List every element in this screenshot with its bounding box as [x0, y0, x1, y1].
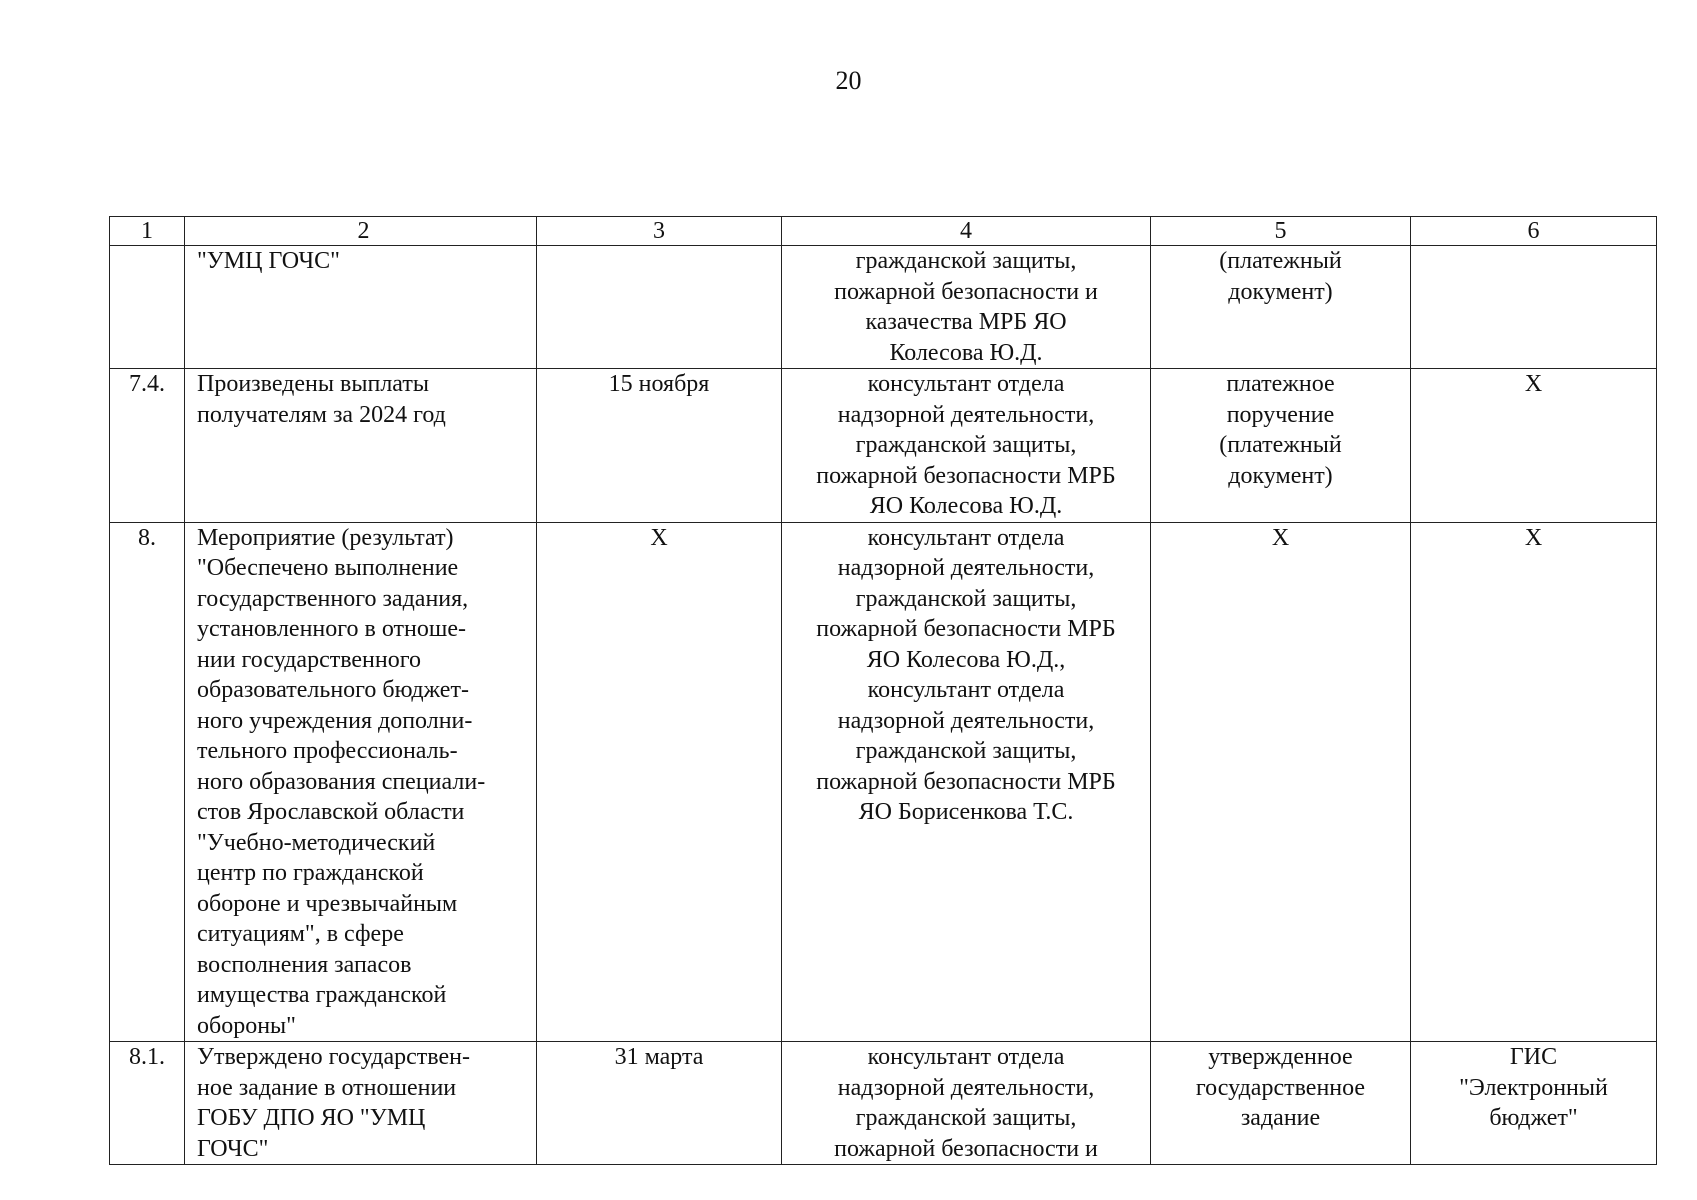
responsible-line: консультант отдела — [867, 524, 1065, 551]
responsible-line: ЯО Борисенкова Т.С. — [858, 799, 1074, 825]
document-line: (платежный — [1219, 432, 1342, 458]
responsible-line: консультант отдела — [867, 371, 1065, 397]
column-number-3: 3 — [537, 217, 782, 246]
responsible-cell — [782, 246, 1151, 369]
responsible-line: гражданской защиты, — [855, 585, 1077, 612]
table-row-7-4 — [110, 369, 1657, 523]
responsible-line: пожарной безопасности и — [834, 1135, 1098, 1162]
system-cell — [1411, 522, 1657, 1042]
responsible-cell — [782, 369, 1151, 523]
event-name-line: Утверждено государствен- — [197, 1044, 470, 1070]
event-name-line: установленного в отноше- — [197, 616, 466, 642]
system-cell — [1411, 246, 1657, 369]
event-name-line: ное задание в отношении — [197, 1074, 457, 1101]
document-line: платежное — [1226, 371, 1335, 397]
event-name-line: Мероприятие (результат) — [197, 524, 454, 551]
system-line: Х — [1524, 524, 1543, 551]
document-line: (платежный — [1219, 248, 1342, 274]
responsible-cell — [782, 1042, 1151, 1165]
event-name-line: ситуациям", в сфере — [197, 921, 404, 947]
event-name-line: центр по гражданской — [197, 860, 424, 886]
system-line: Х — [1524, 371, 1543, 397]
responsible-line: консультант отдела — [867, 1044, 1065, 1070]
row-number-cell: 7.4. — [110, 369, 185, 523]
row-number-cell: 8. — [110, 522, 185, 1042]
table-row-8 — [110, 522, 1657, 1042]
table-row-continuation — [110, 246, 1657, 369]
deadline-cell: 15 ноября — [537, 369, 782, 523]
responsible-line: пожарной безопасности МРБ — [816, 616, 1116, 642]
document-cell — [1151, 246, 1411, 369]
responsible-line: гражданской защиты, — [855, 248, 1077, 274]
event-name-line: получателям за 2024 год — [197, 401, 446, 428]
event-name-line: тельного профессиональ- — [197, 738, 458, 764]
column-number-row — [110, 217, 1657, 246]
system-line: ГИС — [1509, 1044, 1558, 1070]
document-line: документ) — [1228, 462, 1333, 489]
column-number-1: 1 — [110, 217, 185, 246]
column-number-5: 5 — [1151, 217, 1411, 246]
column-number-2: 2 — [185, 217, 537, 246]
responsible-line: надзорной деятельности, — [837, 555, 1095, 581]
responsible-line: пожарной безопасности МРБ — [816, 768, 1116, 795]
row-number-cell — [110, 246, 185, 369]
page-number: 20 — [835, 66, 862, 95]
event-name-line: ного образования специали- — [197, 768, 486, 795]
system-line: бюджет" — [1489, 1105, 1578, 1131]
document-line: Х — [1271, 524, 1290, 551]
responsible-line: гражданской защиты, — [855, 738, 1077, 764]
event-name-line: стов Ярославской области — [197, 799, 465, 825]
responsible-line: пожарной безопасности МРБ — [816, 462, 1116, 489]
responsible-line: консультант отдела — [867, 677, 1065, 703]
event-name-line: имущества гражданской — [197, 982, 447, 1008]
event-name-line: "Учебно-методический — [197, 829, 436, 856]
document-line: документ) — [1228, 278, 1333, 305]
responsible-cell — [782, 522, 1151, 1042]
system-line: "Электронный — [1459, 1074, 1608, 1101]
event-name-cell — [185, 369, 537, 523]
responsible-line: казачества МРБ ЯО — [865, 309, 1067, 335]
event-name-line: "Обеспечено выполнение — [197, 555, 459, 581]
event-name-line: ГОЧС" — [197, 1135, 269, 1162]
document-line: государственное — [1195, 1074, 1366, 1101]
column-number-6: 6 — [1411, 217, 1657, 246]
event-name-line: Произведены выплаты — [197, 371, 429, 397]
responsible-line: пожарной безопасности и — [834, 278, 1098, 305]
deadline-cell: Х — [537, 522, 782, 1042]
deadline-cell — [537, 246, 782, 369]
event-name-line: обороне и чрезвычайным — [197, 890, 458, 917]
document-cell — [1151, 522, 1411, 1042]
event-name-cell — [185, 1042, 537, 1165]
event-name-line: нии государственного — [197, 646, 421, 673]
document-line: поручение — [1226, 401, 1335, 428]
responsible-line: надзорной деятельности, — [837, 401, 1095, 428]
document-cell — [1151, 369, 1411, 523]
responsible-line: ЯО Колесова Ю.Д. — [869, 493, 1063, 519]
event-name-line: ного учреждения дополни- — [197, 707, 473, 734]
deadline-cell: 31 марта — [537, 1042, 782, 1165]
event-name-cell — [185, 246, 537, 369]
column-number-4: 4 — [782, 217, 1151, 246]
event-name-line: ГОБУ ДПО ЯО "УМЦ — [197, 1105, 426, 1131]
responsible-line: гражданской защиты, — [855, 1105, 1077, 1131]
event-name-cell — [185, 522, 537, 1042]
event-name-line: государственного задания, — [197, 585, 469, 612]
document-line: утвержденное — [1208, 1044, 1353, 1070]
event-name-line: "УМЦ ГОЧС" — [197, 248, 340, 274]
system-cell — [1411, 369, 1657, 523]
event-name-line: обороны" — [197, 1012, 296, 1039]
responsible-line: ЯО Колесова Ю.Д., — [866, 646, 1066, 673]
document-line: задание — [1240, 1105, 1321, 1131]
plan-table — [109, 216, 1657, 1165]
row-number-cell: 8.1. — [110, 1042, 185, 1165]
responsible-line: надзорной деятельности, — [837, 707, 1095, 734]
event-name-line: образовательного бюджет- — [197, 677, 469, 703]
document-cell — [1151, 1042, 1411, 1165]
table-row-8-1 — [110, 1042, 1657, 1165]
responsible-line: Колесова Ю.Д. — [889, 339, 1043, 366]
system-cell — [1411, 1042, 1657, 1165]
responsible-line: гражданской защиты, — [855, 432, 1077, 458]
responsible-line: надзорной деятельности, — [837, 1074, 1095, 1101]
event-name-line: восполнения запасов — [197, 951, 412, 978]
